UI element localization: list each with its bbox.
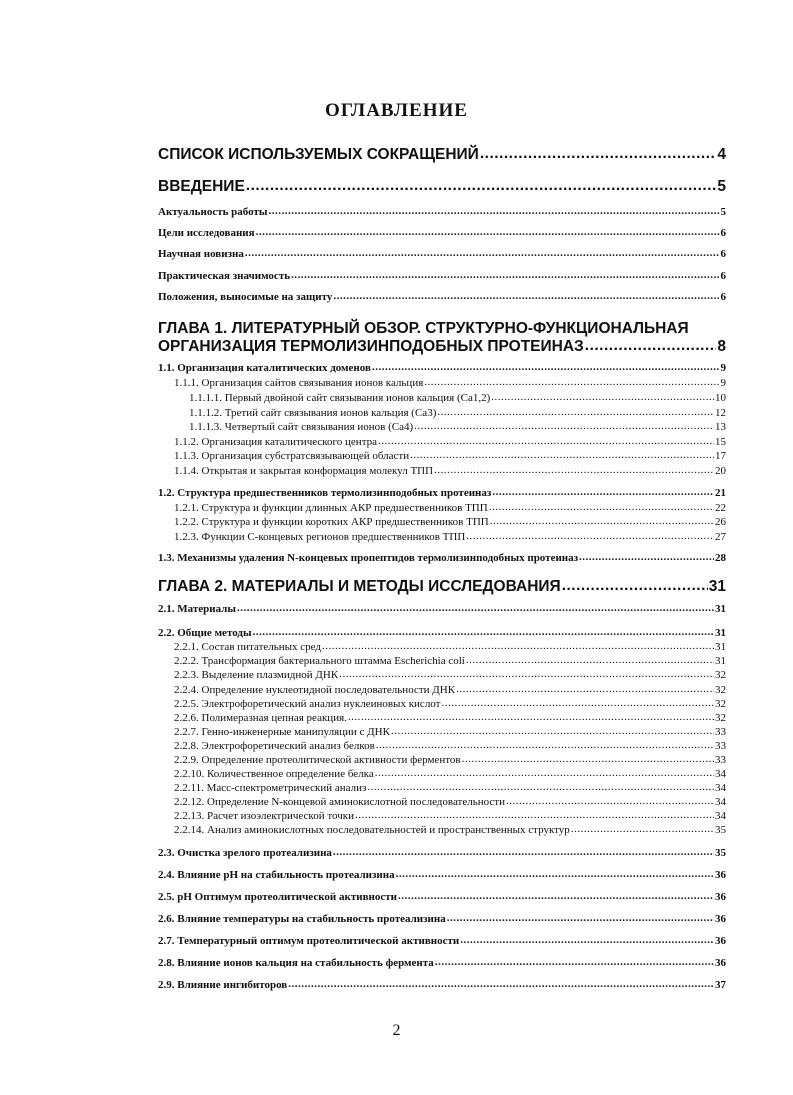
dot-leader <box>462 753 714 765</box>
toc-entry-page: 5 <box>720 206 726 218</box>
toc-entry-page: 17 <box>715 450 726 462</box>
toc-entry-page: 27 <box>715 531 726 543</box>
dot-leader <box>391 725 714 737</box>
toc-entry-text: СПИСОК ИСПОЛЬЗУЕМЫХ СОКРАЩЕНИЙ <box>158 146 479 163</box>
toc-entry-text: 2.2.3. Выделение плазмидной ДНК <box>174 669 339 681</box>
toc-entry-page: 6 <box>720 291 726 303</box>
toc-entry-text: 2.2.11. Масс-спектрометрический анализ <box>174 782 367 794</box>
toc-entry-page: 9 <box>720 377 726 389</box>
toc-entry-text: 2.2.14. Анализ аминокислотных последовательностей и пространственных структур <box>174 824 570 836</box>
toc-entry-text: 1.1.3. Организация субстратсвязывающей области <box>174 450 410 462</box>
toc-entry-page: 35 <box>715 824 726 836</box>
toc-entry-page: 12 <box>715 407 726 419</box>
toc-entry-text: 2.7. Температурный оптимум протеолитической активности <box>158 935 460 947</box>
toc-entry-text: 2.2.8. Электрофоретический анализ белков <box>174 740 375 752</box>
toc-entry-page: 33 <box>715 726 726 738</box>
toc-entry-page: 10 <box>715 392 726 404</box>
toc-entry <box>158 338 726 356</box>
toc-entry <box>158 487 726 499</box>
dot-leader <box>410 449 714 461</box>
toc-entry <box>174 531 726 543</box>
dot-leader <box>437 406 714 418</box>
toc-entry-text: ГЛАВА 2. МАТЕРИАЛЫ И МЕТОДЫ ИССЛЕДОВАНИЯ <box>158 578 561 595</box>
dot-leader <box>490 515 714 527</box>
toc-entry-text: 1.2.3. Функции С-концевых регионов предшественников ТПП <box>174 531 466 543</box>
dot-leader <box>256 226 720 238</box>
toc-entry-page: 33 <box>715 740 726 752</box>
toc-entry <box>158 578 726 596</box>
toc-entry-page: 13 <box>715 421 726 433</box>
toc-entry-page: 36 <box>715 869 726 881</box>
toc-entry <box>189 407 726 419</box>
toc-entry-text: 1.1.2. Организация каталитического центра <box>174 436 378 448</box>
dot-leader <box>288 978 714 990</box>
dot-leader <box>414 420 714 432</box>
dot-leader <box>372 361 720 373</box>
toc-entry-text: 2.1. Материалы <box>158 603 236 615</box>
toc-entry-page: 34 <box>715 810 726 822</box>
dot-leader <box>466 654 714 666</box>
toc-entry-page: 36 <box>715 891 726 903</box>
toc-entry-page: 32 <box>715 684 726 696</box>
toc-entry-page: 21 <box>715 487 726 499</box>
toc-entry-page: 15 <box>715 436 726 448</box>
dot-leader <box>480 145 717 163</box>
toc-entry-page: 20 <box>715 465 726 477</box>
toc-entry-page: 37 <box>715 979 726 991</box>
dot-leader <box>245 247 720 259</box>
dot-leader <box>441 697 714 709</box>
toc-entry-page: 8 <box>717 338 726 355</box>
toc-entry-page: 34 <box>715 782 726 794</box>
toc-entry-page: 32 <box>715 669 726 681</box>
toc-entry-text: 2.2.10. Количественное определение белка <box>174 768 374 780</box>
toc-entry-text: Научная новизна <box>158 248 244 260</box>
toc-entry-page: 36 <box>715 913 726 925</box>
toc-entry-page: 9 <box>720 362 726 374</box>
toc-entry-page: 31 <box>715 655 726 667</box>
toc-entry-text: 1.2.1. Структура и функции длинных АКР предшественников ТПП <box>174 502 488 514</box>
toc-entry <box>189 392 726 404</box>
toc-entry <box>158 362 726 374</box>
toc-entry <box>158 270 726 282</box>
dot-leader <box>246 177 717 195</box>
toc-entry-page: 26 <box>715 516 726 528</box>
toc-entry <box>174 436 726 448</box>
toc-entry <box>174 641 726 653</box>
toc-entry <box>158 935 726 947</box>
toc-title: ОГЛАВЛЕНИЕ <box>325 100 468 121</box>
toc-entry-page: 31 <box>715 641 726 653</box>
toc-entry-text: Практическая значимость <box>158 270 291 282</box>
toc-entry-text: Актуальность работы <box>158 206 268 218</box>
toc-entry-text: 2.2.7. Генно-инженерные манипуляции с ДНК <box>174 726 390 738</box>
chapter-1-heading-line1: ГЛАВА 1. ЛИТЕРАТУРНЫЙ ОБЗОР. СТРУКТУРНО-ФУНКЦИОНАЛЬНАЯ <box>158 320 689 337</box>
toc-entry-page: 6 <box>720 227 726 239</box>
toc-entry-page: 33 <box>715 754 726 766</box>
toc-entry-page: 31 <box>715 603 726 615</box>
toc-entry <box>158 146 726 164</box>
toc-entry-page: 6 <box>720 270 726 282</box>
toc-entry <box>158 552 726 564</box>
dot-leader <box>466 530 714 542</box>
toc-entry-page: 22 <box>715 502 726 514</box>
toc-entry <box>158 227 726 239</box>
toc-entry-text: 1.1.1.2. Третий сайт связывания ионов кальция (Са3) <box>189 407 437 419</box>
toc-entry-text: 2.2.1. Состав питательных сред <box>174 641 322 653</box>
toc-entry <box>158 291 726 303</box>
toc-entry-text: 2.2.2. Трансформация бактериального штамма Escherichia coli <box>174 655 465 667</box>
toc-entry-text: 2.2.5. Электрофоретический анализ нуклеиновых кислот <box>174 698 441 710</box>
dot-leader <box>562 577 708 595</box>
toc-entry <box>174 726 726 738</box>
dot-leader <box>237 602 714 614</box>
toc-entry <box>174 450 726 462</box>
toc-entry-text: 1.2. Структура предшественников термолизинподобных протеиназ <box>158 487 492 499</box>
toc-entry-text: 2.5. рН Оптимум протеолитической активности <box>158 891 397 903</box>
toc-entry-text: 1.1.1.3. Четвертый сайт связывания ионов (Са4) <box>189 421 414 433</box>
dot-leader <box>367 781 714 793</box>
toc-entry-text: 1.1.1.1. Первый двойной сайт связывания ионов кальция (Са1,2) <box>189 392 491 404</box>
toc-entry-page: 6 <box>720 248 726 260</box>
toc-entry-text: ВВЕДЕНИЕ <box>158 178 245 195</box>
toc-entry <box>174 502 726 514</box>
toc-entry-text: 2.2.9. Определение протеолитической активности ферментов <box>174 754 461 766</box>
dot-leader <box>253 626 714 638</box>
toc-entry-page: 36 <box>715 957 726 969</box>
toc-entry-text: 2.2. Общие методы <box>158 627 252 639</box>
toc-entry-page: 32 <box>715 712 726 724</box>
toc-entry <box>174 824 726 836</box>
dot-leader <box>333 290 719 302</box>
toc-entry <box>158 979 726 991</box>
dot-leader <box>489 501 714 513</box>
toc-entry-page: 31 <box>708 578 726 595</box>
dot-leader <box>585 337 717 355</box>
toc-entry <box>174 810 726 822</box>
toc-entry-text: Положения, выносимые на защиту <box>158 291 333 303</box>
toc-entry-text: 2.2.12. Определение N-концевой аминокислотной последовательности <box>174 796 505 808</box>
toc-entry <box>174 669 726 681</box>
dot-leader <box>396 868 714 880</box>
toc-entry-text: 1.1. Организация каталитических доменов <box>158 362 371 374</box>
dot-leader <box>434 464 714 476</box>
toc-entry-page: 5 <box>717 178 726 195</box>
dot-leader <box>579 551 714 563</box>
toc-entry-text: 2.6. Влияние температуры на стабильность протеализина <box>158 913 446 925</box>
toc-entry-text: 2.9. Влияние ингибиторов <box>158 979 288 991</box>
toc-entry-text: 1.1.1. Организация сайтов связывания ионов кальция <box>174 377 424 389</box>
toc-entry-page: 32 <box>715 698 726 710</box>
toc-entry <box>158 957 726 969</box>
dot-leader <box>378 435 714 447</box>
toc-entry-page: 34 <box>715 796 726 808</box>
dot-leader <box>492 486 714 498</box>
toc-entry-text: 2.2.4. Определение нуклеотидной последовательности ДНК <box>174 684 456 696</box>
dot-leader <box>322 640 714 652</box>
toc-entry-page: 36 <box>715 935 726 947</box>
toc-entry-page: 28 <box>715 552 726 564</box>
dot-leader <box>435 956 714 968</box>
toc-entry-text: ОРГАНИЗАЦИЯ ТЕРМОЛИЗИНПОДОБНЫХ ПРОТЕИНАЗ <box>158 338 584 355</box>
dot-leader <box>269 205 720 217</box>
page-number: 2 <box>392 1022 401 1039</box>
toc-entry <box>174 698 726 710</box>
toc-entry <box>189 421 726 433</box>
dot-leader <box>460 934 714 946</box>
toc-entry-text: 2.2.13. Расчет изоэлектрической точки <box>174 810 354 822</box>
toc-entry <box>158 847 726 859</box>
dot-leader <box>348 711 714 723</box>
dot-leader <box>339 668 714 680</box>
toc-entry <box>174 655 726 667</box>
toc-entry-text: Цели исследования <box>158 227 255 239</box>
toc-entry-text: 2.3. Очистка зрелого протеализина <box>158 847 332 859</box>
dot-leader <box>456 683 714 695</box>
toc-entry-text: 1.3. Механизмы удаления N-концевых пропептидов термолизинподобных протеиназ <box>158 552 579 564</box>
dot-leader <box>491 391 714 403</box>
dot-leader <box>447 912 714 924</box>
toc-entry-page: 35 <box>715 847 726 859</box>
toc-entry <box>158 913 726 925</box>
dot-leader <box>571 823 714 835</box>
toc-entry <box>174 465 726 477</box>
toc-entry <box>174 740 726 752</box>
toc-entry <box>174 516 726 528</box>
dot-leader <box>333 846 714 858</box>
toc-entry <box>174 684 726 696</box>
toc-entry <box>174 768 726 780</box>
toc-entry <box>174 712 726 724</box>
toc-entry <box>158 627 726 639</box>
dot-leader <box>376 739 714 751</box>
toc-entry-text: 2.4. Влияние рН на стабильность протеализина <box>158 869 395 881</box>
toc-entry <box>174 377 726 389</box>
dot-leader <box>424 376 719 388</box>
toc-entry-page: 34 <box>715 768 726 780</box>
toc-entry-text: 1.2.2. Структура и функции коротких АКР предшественников ТПП <box>174 516 489 528</box>
dot-leader <box>398 890 714 902</box>
toc-entry <box>158 206 726 218</box>
toc-entry-page: 31 <box>715 627 726 639</box>
dot-leader <box>355 809 714 821</box>
toc-entry <box>158 869 726 881</box>
toc-entry-text: 2.8. Влияние ионов кальция на стабильность фермента <box>158 957 434 969</box>
toc-entry <box>174 796 726 808</box>
toc-entry <box>158 248 726 260</box>
dot-leader <box>375 767 714 779</box>
toc-entry <box>158 891 726 903</box>
dot-leader <box>506 795 714 807</box>
toc-entry <box>174 754 726 766</box>
toc-entry-text: 2.2.6. Полимеразная цепная реакция. <box>174 712 347 724</box>
toc-entry <box>174 782 726 794</box>
dot-leader <box>291 269 719 281</box>
toc-entry <box>158 603 726 615</box>
toc-entry-text: 1.1.4. Открытая и закрытая конформация молекул ТПП <box>174 465 434 477</box>
toc-entry-page: 4 <box>717 146 726 163</box>
toc-entry <box>158 178 726 196</box>
